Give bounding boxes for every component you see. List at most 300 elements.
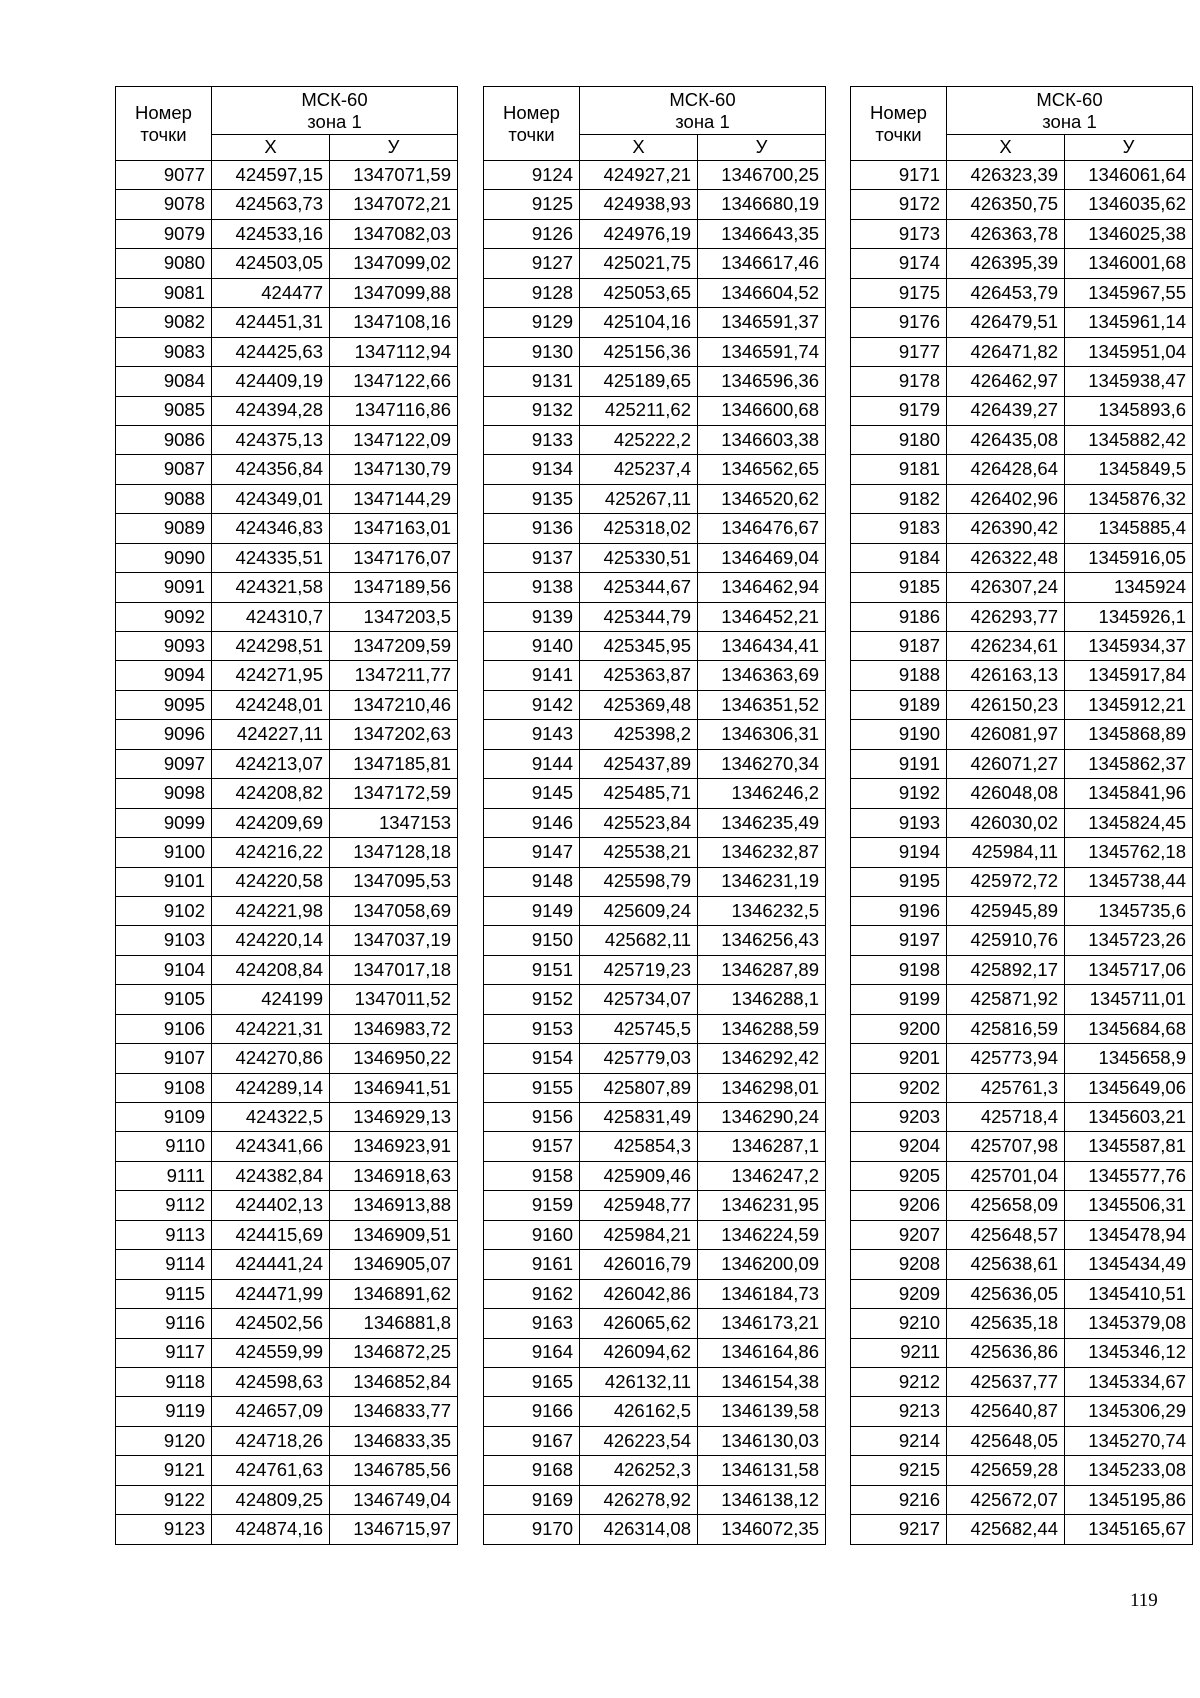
x-coordinate-cell: 425871,92 [947, 985, 1065, 1014]
x-coordinate-cell: 424221,31 [212, 1014, 330, 1043]
x-coordinate-cell: 426462,97 [947, 367, 1065, 396]
y-coordinate-cell: 1347011,52 [330, 985, 458, 1014]
y-coordinate-cell: 1346591,37 [698, 308, 826, 337]
point-number-cell: 9120 [116, 1426, 212, 1455]
x-coordinate-cell: 426252,3 [580, 1456, 698, 1485]
point-number-cell: 9109 [116, 1103, 212, 1132]
x-coordinate-cell: 426132,11 [580, 1367, 698, 1396]
point-number-cell: 9213 [851, 1397, 947, 1426]
y-coordinate-cell: 1345434,49 [1065, 1250, 1193, 1279]
table-row [484, 514, 826, 543]
y-coordinate-cell: 1346617,46 [698, 249, 826, 278]
table-row [851, 543, 1193, 572]
y-coordinate-cell: 1346131,58 [698, 1456, 826, 1485]
table-row [851, 219, 1193, 248]
point-number-cell: 9210 [851, 1309, 947, 1338]
y-coordinate-cell: 1346520,62 [698, 484, 826, 513]
x-coordinate-cell: 425485,71 [580, 779, 698, 808]
table-row [484, 779, 826, 808]
y-coordinate-cell: 1346231,95 [698, 1191, 826, 1220]
table-row [851, 1309, 1193, 1338]
y-coordinate-cell: 1346950,22 [330, 1044, 458, 1073]
y-coordinate-cell: 1345577,76 [1065, 1161, 1193, 1190]
point-number-cell: 9104 [116, 955, 212, 984]
point-number-cell: 9211 [851, 1338, 947, 1367]
x-coordinate-cell: 426471,82 [947, 337, 1065, 366]
point-number-cell: 9159 [484, 1191, 580, 1220]
y-coordinate-cell: 1345506,31 [1065, 1191, 1193, 1220]
x-coordinate-cell: 424271,95 [212, 661, 330, 690]
point-number-cell: 9101 [116, 867, 212, 896]
table-row [116, 1191, 458, 1220]
point-number-cell: 9077 [116, 161, 212, 190]
point-number-cell: 9118 [116, 1367, 212, 1396]
y-coordinate-cell: 1345961,14 [1065, 308, 1193, 337]
y-coordinate-cell: 1346288,1 [698, 985, 826, 1014]
point-number-cell: 9146 [484, 808, 580, 837]
x-coordinate-cell: 424415,69 [212, 1220, 330, 1249]
y-coordinate-cell: 1345334,67 [1065, 1367, 1193, 1396]
point-number-cell: 9105 [116, 985, 212, 1014]
y-coordinate-cell: 1346852,84 [330, 1367, 458, 1396]
x-coordinate-cell: 424563,73 [212, 190, 330, 219]
x-coordinate-cell: 424382,84 [212, 1161, 330, 1190]
point-number-cell: 9085 [116, 396, 212, 425]
table-row [851, 838, 1193, 867]
table-row [484, 543, 826, 572]
x-coordinate-cell: 426453,79 [947, 278, 1065, 307]
table-row [851, 484, 1193, 513]
table-row [851, 1515, 1193, 1544]
point-number-cell: 9124 [484, 161, 580, 190]
table-row [851, 661, 1193, 690]
x-coordinate-cell: 425523,84 [580, 808, 698, 837]
point-number-cell: 9162 [484, 1279, 580, 1308]
table-row [851, 926, 1193, 955]
y-coordinate-cell: 1346298,01 [698, 1073, 826, 1102]
y-coordinate-cell: 1345885,4 [1065, 514, 1193, 543]
system-label: МСК-60 [301, 89, 368, 111]
point-number-cell: 9114 [116, 1250, 212, 1279]
x-coordinate-cell: 424409,19 [212, 367, 330, 396]
x-coordinate-cell: 424441,24 [212, 1250, 330, 1279]
table-row [851, 1456, 1193, 1485]
point-number-cell: 9173 [851, 219, 947, 248]
table-row [116, 161, 458, 190]
x-coordinate-cell: 425237,4 [580, 455, 698, 484]
x-coordinate-cell: 424761,63 [212, 1456, 330, 1485]
y-coordinate-cell: 1347202,63 [330, 720, 458, 749]
y-coordinate-cell: 1346643,35 [698, 219, 826, 248]
point-number-cell: 9183 [851, 514, 947, 543]
table-row [116, 543, 458, 572]
y-coordinate-cell: 1346596,36 [698, 367, 826, 396]
point-number-cell: 9217 [851, 1515, 947, 1544]
y-coordinate-cell: 1346290,24 [698, 1103, 826, 1132]
y-coordinate-cell: 1346224,59 [698, 1220, 826, 1249]
y-coordinate-cell: 1346164,86 [698, 1338, 826, 1367]
x-coordinate-cell: 425984,21 [580, 1220, 698, 1249]
point-number-cell: 9141 [484, 661, 580, 690]
table-row [851, 720, 1193, 749]
table-row [851, 1367, 1193, 1396]
x-coordinate-cell: 426479,51 [947, 308, 1065, 337]
table-row [851, 1103, 1193, 1132]
y-coordinate-cell: 1347072,21 [330, 190, 458, 219]
y-coordinate-cell: 1346881,8 [330, 1309, 458, 1338]
table-row [851, 1191, 1193, 1220]
y-coordinate-cell: 1345882,42 [1065, 425, 1193, 454]
table-row [851, 425, 1193, 454]
y-coordinate-cell: 1345762,18 [1065, 838, 1193, 867]
table-row [116, 367, 458, 396]
y-coordinate-cell: 1346184,73 [698, 1279, 826, 1308]
x-coordinate-cell: 425344,79 [580, 602, 698, 631]
table-row [116, 808, 458, 837]
x-coordinate-cell: 424718,26 [212, 1426, 330, 1455]
y-coordinate-cell: 1346941,51 [330, 1073, 458, 1102]
table-row [484, 1103, 826, 1132]
x-coordinate-cell: 426278,92 [580, 1485, 698, 1514]
table-row [851, 690, 1193, 719]
point-number-cell: 9184 [851, 543, 947, 572]
point-number-cell: 9148 [484, 867, 580, 896]
table-row [851, 278, 1193, 307]
page-number: 119 [1130, 1590, 1158, 1611]
point-number-header [851, 87, 947, 161]
x-coordinate-cell: 425345,95 [580, 632, 698, 661]
table-row [851, 455, 1193, 484]
y-coordinate-cell: 1345684,68 [1065, 1014, 1193, 1043]
y-coordinate-cell: 1345735,6 [1065, 896, 1193, 925]
x-coordinate-cell: 425659,28 [947, 1456, 1065, 1485]
table-row [484, 1456, 826, 1485]
x-coordinate-cell: 426071,27 [947, 749, 1065, 778]
y-coordinate-cell: 1346232,5 [698, 896, 826, 925]
table-row [116, 1279, 458, 1308]
y-coordinate-cell: 1346680,19 [698, 190, 826, 219]
x-column-header: Х [580, 135, 698, 161]
table-row [484, 1279, 826, 1308]
point-number-cell: 9111 [116, 1161, 212, 1190]
x-coordinate-cell: 426439,27 [947, 396, 1065, 425]
table-row [484, 249, 826, 278]
table-row [116, 1456, 458, 1485]
y-coordinate-cell: 1345195,86 [1065, 1485, 1193, 1514]
y-coordinate-cell: 1346785,56 [330, 1456, 458, 1485]
system-label: МСК-60 [1036, 89, 1103, 111]
x-coordinate-cell: 425053,65 [580, 278, 698, 307]
point-number-cell: 9207 [851, 1220, 947, 1249]
x-coordinate-cell: 426363,78 [947, 219, 1065, 248]
table-row [116, 838, 458, 867]
table-row [116, 867, 458, 896]
zone-label: зона 1 [675, 110, 730, 132]
x-coordinate-cell: 426435,08 [947, 425, 1065, 454]
table-row [484, 1367, 826, 1396]
point-number-cell: 9186 [851, 602, 947, 631]
x-coordinate-cell: 425318,02 [580, 514, 698, 543]
table-row [484, 455, 826, 484]
table-row [851, 955, 1193, 984]
point-number-header-word: точки [140, 123, 187, 145]
point-number-cell: 9176 [851, 308, 947, 337]
point-number-cell: 9122 [116, 1485, 212, 1514]
x-coordinate-cell: 425816,59 [947, 1014, 1065, 1043]
y-coordinate-cell: 1346591,74 [698, 337, 826, 366]
y-coordinate-cell: 1346600,68 [698, 396, 826, 425]
y-coordinate-cell: 1347037,19 [330, 926, 458, 955]
y-coordinate-cell: 1346001,68 [1065, 249, 1193, 278]
table-row [116, 1161, 458, 1190]
table-row [484, 602, 826, 631]
point-number-cell: 9143 [484, 720, 580, 749]
y-coordinate-cell: 1347203,5 [330, 602, 458, 631]
point-number-cell: 9126 [484, 219, 580, 248]
point-number-cell: 9177 [851, 337, 947, 366]
table-row [484, 367, 826, 396]
point-number-cell: 9100 [116, 838, 212, 867]
y-coordinate-cell: 1345926,1 [1065, 602, 1193, 631]
y-coordinate-cell: 1347210,46 [330, 690, 458, 719]
y-coordinate-cell: 1347112,94 [330, 337, 458, 366]
point-number-header-word: точки [875, 123, 922, 145]
table-row [116, 602, 458, 631]
table-row [116, 514, 458, 543]
table-row [851, 249, 1193, 278]
y-coordinate-cell: 1346603,38 [698, 425, 826, 454]
point-number-cell: 9195 [851, 867, 947, 896]
table-row [116, 1220, 458, 1249]
x-coordinate-cell: 425363,87 [580, 661, 698, 690]
y-coordinate-cell: 1345868,89 [1065, 720, 1193, 749]
x-coordinate-cell: 424503,05 [212, 249, 330, 278]
y-coordinate-cell: 1346256,43 [698, 926, 826, 955]
x-coordinate-cell: 425211,62 [580, 396, 698, 425]
point-number-cell: 9152 [484, 985, 580, 1014]
table-row [484, 690, 826, 719]
x-coordinate-cell: 424559,99 [212, 1338, 330, 1367]
y-coordinate-cell: 1346130,03 [698, 1426, 826, 1455]
y-coordinate-cell: 1347163,01 [330, 514, 458, 543]
point-number-cell: 9139 [484, 602, 580, 631]
y-coordinate-cell: 1346452,21 [698, 602, 826, 631]
point-number-cell: 9127 [484, 249, 580, 278]
point-number-cell: 9169 [484, 1485, 580, 1514]
point-number-cell: 9113 [116, 1220, 212, 1249]
table-row [116, 190, 458, 219]
x-coordinate-cell: 426042,86 [580, 1279, 698, 1308]
table-row [116, 632, 458, 661]
table-row [116, 661, 458, 690]
y-coordinate-cell: 1347058,69 [330, 896, 458, 925]
point-number-cell: 9084 [116, 367, 212, 396]
table-row [851, 896, 1193, 925]
point-number-cell: 9205 [851, 1161, 947, 1190]
y-coordinate-cell: 1345924 [1065, 573, 1193, 602]
x-coordinate-cell: 424220,58 [212, 867, 330, 896]
y-coordinate-cell: 1347153 [330, 808, 458, 837]
table-row [851, 1014, 1193, 1043]
table-row [851, 1397, 1193, 1426]
y-coordinate-cell: 1345478,94 [1065, 1220, 1193, 1249]
table-row [116, 1103, 458, 1132]
table-row [851, 985, 1193, 1014]
table-row [851, 396, 1193, 425]
x-coordinate-cell: 425701,04 [947, 1161, 1065, 1190]
point-number-cell: 9212 [851, 1367, 947, 1396]
y-coordinate-cell: 1346247,2 [698, 1161, 826, 1190]
point-number-cell: 9171 [851, 161, 947, 190]
y-coordinate-cell: 1346035,62 [1065, 190, 1193, 219]
x-coordinate-cell: 424289,14 [212, 1073, 330, 1102]
point-number-header [116, 87, 212, 161]
point-number-cell: 9149 [484, 896, 580, 925]
table-row [484, 1014, 826, 1043]
point-number-cell: 9081 [116, 278, 212, 307]
y-coordinate-cell: 1347071,59 [330, 161, 458, 190]
coordinates-table-3 [850, 86, 1193, 1545]
x-coordinate-cell: 424221,98 [212, 896, 330, 925]
y-coordinate-cell: 1346891,62 [330, 1279, 458, 1308]
table-row [116, 573, 458, 602]
x-coordinate-cell: 426150,23 [947, 690, 1065, 719]
x-coordinate-cell: 426030,02 [947, 808, 1065, 837]
point-number-cell: 9194 [851, 838, 947, 867]
table-row [484, 867, 826, 896]
x-coordinate-cell: 425909,46 [580, 1161, 698, 1190]
x-coordinate-cell: 426402,96 [947, 484, 1065, 513]
table-row [484, 749, 826, 778]
point-number-cell: 9135 [484, 484, 580, 513]
point-number-cell: 9096 [116, 720, 212, 749]
table-row [484, 1250, 826, 1279]
y-coordinate-cell: 1347211,77 [330, 661, 458, 690]
table-row [484, 1515, 826, 1544]
y-coordinate-cell: 1346923,91 [330, 1132, 458, 1161]
table-row [851, 1161, 1193, 1190]
x-coordinate-cell: 424471,99 [212, 1279, 330, 1308]
point-number-cell: 9089 [116, 514, 212, 543]
y-coordinate-cell: 1345346,12 [1065, 1338, 1193, 1367]
point-number-header-word: Номер [135, 102, 192, 124]
x-coordinate-cell: 426163,13 [947, 661, 1065, 690]
table-row [851, 190, 1193, 219]
y-coordinate-cell: 1345165,67 [1065, 1515, 1193, 1544]
table-row [484, 985, 826, 1014]
y-coordinate-cell: 1345951,04 [1065, 337, 1193, 366]
x-coordinate-cell: 424298,51 [212, 632, 330, 661]
table-row [851, 337, 1193, 366]
point-number-cell: 9140 [484, 632, 580, 661]
y-coordinate-cell: 1346918,63 [330, 1161, 458, 1190]
x-coordinate-cell: 425344,67 [580, 573, 698, 602]
table-row [116, 1338, 458, 1367]
y-coordinate-cell: 1345738,44 [1065, 867, 1193, 896]
table-row [851, 867, 1193, 896]
y-coordinate-cell: 1347128,18 [330, 838, 458, 867]
point-number-cell: 9117 [116, 1338, 212, 1367]
y-coordinate-cell: 1346139,58 [698, 1397, 826, 1426]
y-coordinate-cell: 1347108,16 [330, 308, 458, 337]
table-row [116, 308, 458, 337]
y-coordinate-cell: 1345824,45 [1065, 808, 1193, 837]
point-number-cell: 9116 [116, 1309, 212, 1338]
x-coordinate-cell: 425807,89 [580, 1073, 698, 1102]
table-row [116, 690, 458, 719]
y-coordinate-cell: 1346872,25 [330, 1338, 458, 1367]
table-row [851, 1250, 1193, 1279]
x-coordinate-cell: 425910,76 [947, 926, 1065, 955]
y-coordinate-cell: 1346562,65 [698, 455, 826, 484]
y-coordinate-cell: 1345893,6 [1065, 396, 1193, 425]
x-coordinate-cell: 424394,28 [212, 396, 330, 425]
y-coordinate-cell: 1346287,89 [698, 955, 826, 984]
x-coordinate-cell: 424598,63 [212, 1367, 330, 1396]
table-row [484, 425, 826, 454]
table-row [116, 1515, 458, 1544]
x-coordinate-cell: 426322,48 [947, 543, 1065, 572]
table-row [484, 1132, 826, 1161]
x-coordinate-cell: 425854,3 [580, 1132, 698, 1161]
x-coordinate-cell: 424425,63 [212, 337, 330, 366]
point-number-cell: 9078 [116, 190, 212, 219]
x-coordinate-cell: 424533,16 [212, 219, 330, 248]
y-coordinate-cell: 1347185,81 [330, 749, 458, 778]
x-coordinate-cell: 426048,08 [947, 779, 1065, 808]
table-row [116, 1014, 458, 1043]
table-row [484, 838, 826, 867]
table-row [851, 573, 1193, 602]
point-number-cell: 9134 [484, 455, 580, 484]
x-coordinate-cell: 426323,39 [947, 161, 1065, 190]
x-coordinate-cell: 425267,11 [580, 484, 698, 513]
point-number-cell: 9202 [851, 1073, 947, 1102]
point-number-cell: 9214 [851, 1426, 947, 1455]
point-number-cell: 9187 [851, 632, 947, 661]
y-coordinate-cell: 1345233,08 [1065, 1456, 1193, 1485]
point-number-cell: 9108 [116, 1073, 212, 1102]
table-row [484, 808, 826, 837]
x-coordinate-cell: 424341,66 [212, 1132, 330, 1161]
point-number-cell: 9080 [116, 249, 212, 278]
table-row [484, 1309, 826, 1338]
y-coordinate-cell: 1345849,5 [1065, 455, 1193, 484]
x-coordinate-cell: 424502,56 [212, 1309, 330, 1338]
point-number-cell: 9164 [484, 1338, 580, 1367]
table-row [484, 308, 826, 337]
y-coordinate-cell: 1346173,21 [698, 1309, 826, 1338]
point-number-cell: 9103 [116, 926, 212, 955]
y-coordinate-cell: 1346913,88 [330, 1191, 458, 1220]
y-coordinate-cell: 1345916,05 [1065, 543, 1193, 572]
table-row [116, 425, 458, 454]
x-coordinate-cell: 424220,14 [212, 926, 330, 955]
x-coordinate-cell: 425637,77 [947, 1367, 1065, 1396]
y-coordinate-cell: 1347095,53 [330, 867, 458, 896]
y-coordinate-cell: 1346288,59 [698, 1014, 826, 1043]
x-coordinate-cell: 425945,89 [947, 896, 1065, 925]
point-number-cell: 9119 [116, 1397, 212, 1426]
x-coordinate-cell: 426065,62 [580, 1309, 698, 1338]
point-number-cell: 9125 [484, 190, 580, 219]
y-column-header: У [698, 135, 826, 161]
y-coordinate-cell: 1347116,86 [330, 396, 458, 425]
x-coordinate-cell: 424874,16 [212, 1515, 330, 1544]
point-number-cell: 9166 [484, 1397, 580, 1426]
point-number-cell: 9160 [484, 1220, 580, 1249]
coordinates-table-2 [483, 86, 826, 1545]
